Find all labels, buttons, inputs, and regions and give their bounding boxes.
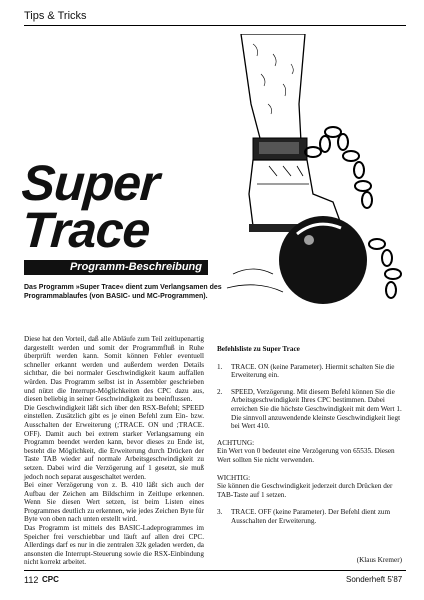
command-number: 1.: [217, 362, 223, 371]
right-column: [217, 345, 402, 564]
command-item: [217, 363, 402, 380]
footer-rule: [24, 570, 406, 571]
warning-note: [217, 439, 402, 465]
magazine-logo: CPC: [42, 575, 59, 584]
header-rule: [24, 25, 406, 26]
ball-and-chain-illustration: [213, 34, 409, 304]
page-number: 112: [24, 575, 39, 585]
body-paragraph: Das Programm ist mittels des BASIC-Ladeprogrammes im Speicher frei verschiebbar und läuft auf allen drei CPC. Allerdings darf es nur in die zentralen 32k geladen werden, da ansonsten die Interrupt-Steuerung sowie die RSX-Einbindung nicht korrekt arbeitet.: [24, 524, 204, 567]
body-paragraph: Die Geschwindigkeit läßt sich über den RSX-Befehl; SPEED einstellen. Zusätzlich gibt es je einen Befehl zum Ein- bzw. Ausschalten der Erweiterung (;TRACE. ON und ;TRACE. OFF). Damit auch bei extrem starker Verlangsamung ein Programm beendet werden kann, bevor dieses zu Ende ist, besteht die Möglichkeit, die Erweiterung durch Drücken der Taste TAB wieder auf normale Arbeitsgeschwindigkeit zu setzen. Dabei wird die Verzögerung auf 1 gesetzt, sie muß jedoch noch separat ausgeschaltet werden.: [24, 403, 204, 481]
article-subtitle: Programm-Beschreibung: [24, 260, 208, 275]
lead-paragraph: Das Programm »Super Trace« dient zum Verlangsamen des Programmablaufes (von BASIC- und MC-Programmen).: [24, 284, 222, 300]
body-paragraph: Diese hat den Vorteil, daß alle Abläufe zum Teil zeitlupenartig dargestellt werden und somit der Programmfluß in Ruhe überprüft werden kann. Somit können Fehler eventuell schneller erkannt werden und außerdem werden Details sichtbar, die bei normaler Geschwindigkeit kaum auffallen würden. Das Programm selbst ist in Assembler geschrieben und nützt die Interrupt-Möglichkeiten des CPC dazu aus, diesen beliebig in seiner Geschwindigkeit zu beeinflussen.: [24, 335, 204, 404]
command-item: [217, 388, 402, 431]
left-column: [24, 335, 204, 567]
command-text: TRACE. ON (keine Parameter). Hiermit schalten Sie die Erweiterung ein.: [231, 362, 395, 380]
article-title-line2: Trace: [20, 202, 152, 258]
command-number: 3.: [217, 508, 223, 517]
command-item: [217, 508, 402, 525]
command-list-heading: Befehlsliste zu Super Trace: [217, 345, 300, 353]
command-text: TRACE. OFF (keine Parameter). Der Befehl dient zum Ausschalten der Erweiterung.: [231, 508, 391, 525]
warning-label: ACHTUNG:: [217, 438, 255, 447]
important-label: WICHTIG:: [217, 473, 251, 482]
section-label: Tips & Tricks: [24, 10, 87, 22]
issue-label: Sonderheft 5'87: [346, 575, 403, 584]
warning-text: Ein Wert von 0 bedeutet eine Verzögerung von 65535. Diesen Wert sollten Sie nicht verwenden.: [217, 447, 395, 464]
important-text: Sie können die Geschwindigkeit jederzeit durch Drücken der TAB-Taste auf 1 setzen.: [217, 482, 393, 499]
command-number: 2.: [217, 387, 223, 396]
important-note: [217, 474, 402, 500]
command-text: SPEED, Verzögerung. Mit diesem Befehl können Sie die Arbeitsgeschwindigkeit Ihres CPC bestimmen. Dabei erreichen Sie die höchste Geschwindigkeit mit dem Wert 1. Die sinnvoll anzuwendende kleinste Geschwindigkeit liegt bei Wert 410.: [231, 387, 402, 431]
body-paragraph: Bei einer Verzögerung von z. B. 410 läßt sich auch der Aufbau der Zeichen am Bildschirm in Zeitlupe erkennen. Wenn Sie diesen Wert setzen, ist beim Listen eines Programmes deutlich zu erkennen, wie jedes Zeichen Byte für Byte von oben nach unten erstellt wird.: [24, 481, 204, 524]
article-title-line1: Super: [20, 155, 161, 211]
author-credit: (Klaus Kremer): [356, 555, 402, 564]
